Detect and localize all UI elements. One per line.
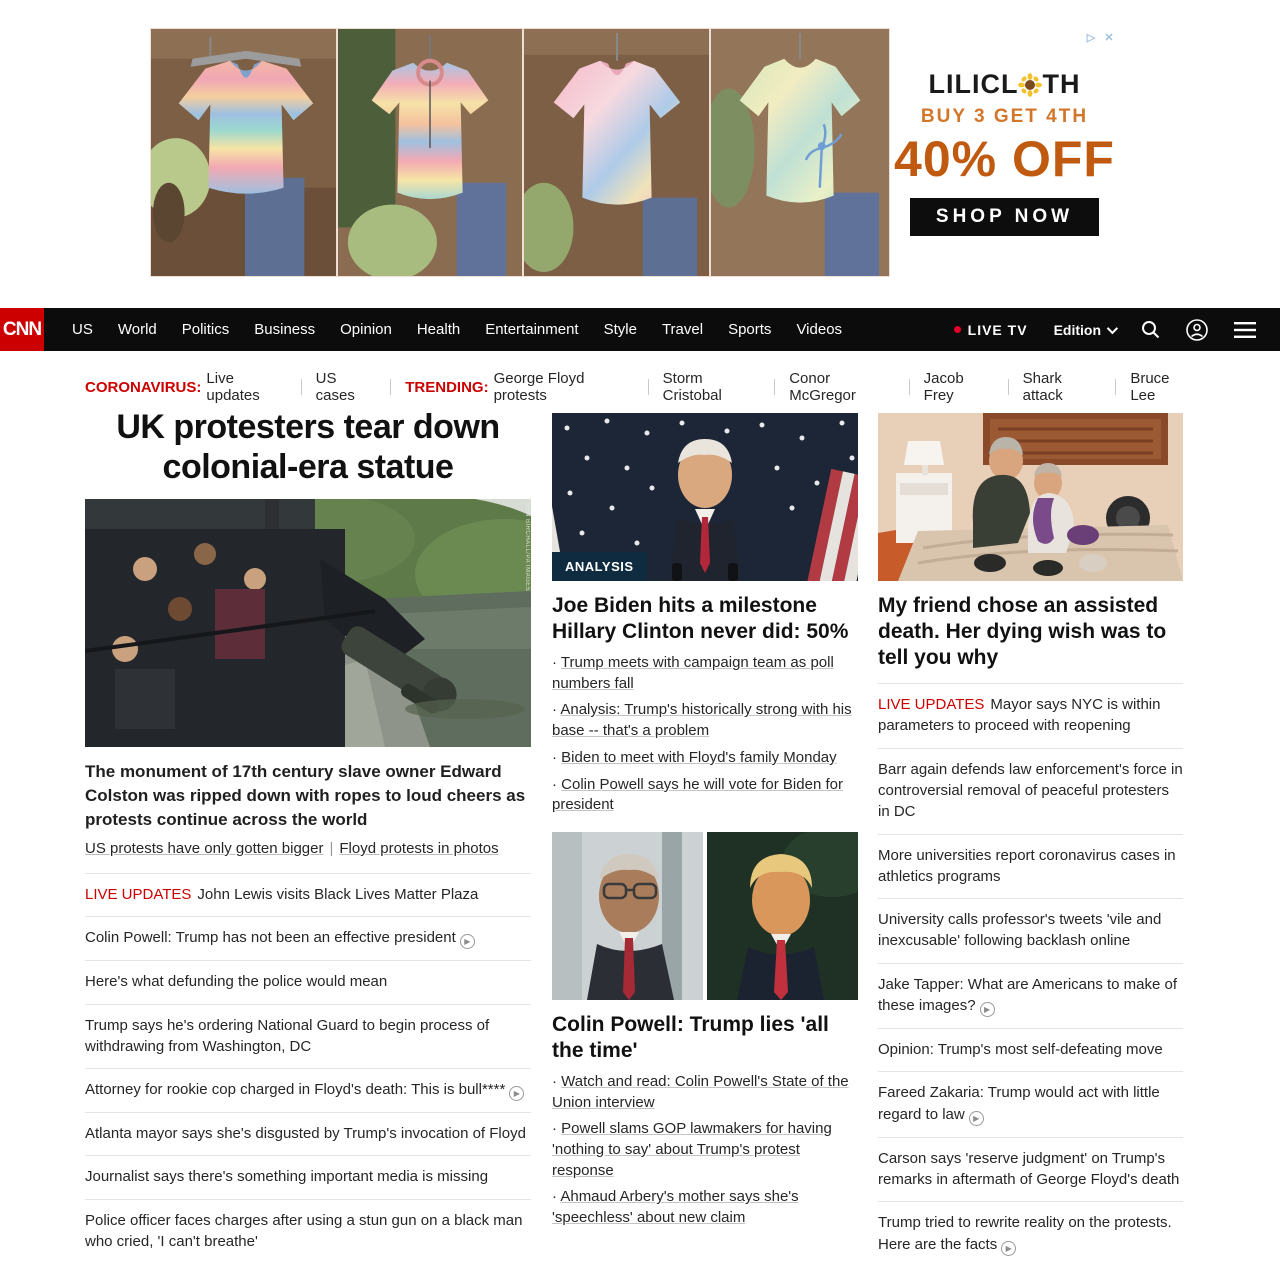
bullet-link[interactable]: · Trump meets with campaign team as poll numbers fall xyxy=(552,653,858,694)
chevron-down-icon xyxy=(1107,322,1118,333)
bullet-link[interactable]: · Powell slams GOP lawmakers for having 'nothing to say' about Trump's protest response xyxy=(552,1119,858,1181)
ticker-trending-0[interactable]: George Floyd protests xyxy=(493,370,585,404)
play-icon: ▶ xyxy=(1001,1241,1016,1256)
list-item[interactable]: Carson says 'reserve judgment' on Trump's remarks in aftermath of George Floyd's death xyxy=(878,1137,1183,1202)
bullet-link[interactable]: · Ahmaud Arbery's mother says she's 'speechless' about new claim xyxy=(552,1187,858,1228)
nav-item-health[interactable]: Health xyxy=(416,321,461,338)
ad-discount: 40% OFF xyxy=(894,131,1115,187)
sunflower-icon xyxy=(1018,73,1042,97)
play-icon: ▶ xyxy=(460,934,475,949)
link-us-protests[interactable]: US protests have only gotten bigger xyxy=(85,839,324,857)
list-item[interactable]: Trump says he's ordering National Guard to begin process of withdrawing from Washington, DC xyxy=(85,1004,531,1069)
ticker-trending-2[interactable]: Conor McGregor xyxy=(789,370,856,404)
edition-dropdown[interactable]: Edition xyxy=(1054,322,1115,338)
ad-photo-shirt-4 xyxy=(710,28,890,277)
ad-text-panel xyxy=(890,28,1119,277)
list-item[interactable]: University calls professor's tweets 'vile and inexcusable' following backlash online xyxy=(878,898,1183,963)
account-icon[interactable] xyxy=(1186,319,1208,341)
biden-image[interactable] xyxy=(552,413,858,581)
list-item-live-updates[interactable]: LIVE UPDATES John Lewis visits Black Lives Matter Plaza xyxy=(85,873,531,916)
ad-brand: LILICL TH xyxy=(928,69,1081,99)
ticker-trending-4[interactable]: Shark attack xyxy=(1022,370,1063,404)
ticker-trending-3[interactable]: Jacob Frey xyxy=(923,370,964,404)
lead-story-list xyxy=(85,873,531,1263)
play-icon: ▶ xyxy=(969,1111,984,1126)
ad-photo-shirt-2 xyxy=(337,28,523,277)
list-item[interactable]: More universities report coronavirus cases in athletics programs xyxy=(878,834,1183,899)
right-story-list xyxy=(878,683,1183,1266)
nav-item-world[interactable]: World xyxy=(117,321,157,338)
list-item[interactable]: Journalist says there's something important media is missing xyxy=(85,1155,531,1198)
image-credit: BEN BIRCHALL/PA IMAGES xyxy=(524,502,530,591)
divider xyxy=(1115,379,1116,395)
ad-photo-shirt-3 xyxy=(523,28,710,277)
biden-headline[interactable]: Joe Biden hits a milestone Hillary Clinton never did: 50% xyxy=(552,594,849,644)
nav-item-sports[interactable]: Sports xyxy=(728,321,772,338)
ticker-trending-5[interactable]: Bruce Lee xyxy=(1130,370,1170,404)
lead-image[interactable] xyxy=(85,499,531,747)
live-tv-button[interactable]: LIVE TV xyxy=(954,322,1028,338)
list-item[interactable]: Opinion: Trump's most self-defeating move xyxy=(878,1028,1183,1071)
lead-headline[interactable]: UK protesters tear down colonial-era statue xyxy=(116,408,500,486)
list-item[interactable]: Fareed Zakaria: Trump would act with little regard to law ▶ xyxy=(878,1071,1183,1136)
live-updates-label: LIVE UPDATES xyxy=(85,885,192,903)
lead-caption[interactable]: The monument of 17th century slave owner Edward Colston was ripped down with ropes to loud cheers as protests continue across the world xyxy=(85,761,526,829)
powell-headline[interactable]: Colin Powell: Trump lies 'all the time' xyxy=(552,1012,829,1062)
nav-item-entertainment[interactable]: Entertainment xyxy=(485,321,579,338)
cnn-logo[interactable]: CNN xyxy=(0,308,44,351)
coronavirus-label: CORONAVIRUS: xyxy=(85,378,202,396)
shop-now-button[interactable]: SHOP NOW xyxy=(910,198,1099,236)
link-floyd-photos[interactable]: Floyd protests in photos xyxy=(339,839,499,857)
powell-bullets xyxy=(552,1072,858,1229)
live-updates-label: LIVE UPDATES xyxy=(878,696,985,714)
analysis-tag: ANALYSIS xyxy=(552,552,647,581)
list-item[interactable]: Jake Tapper: What are Americans to make of these images? ▶ xyxy=(878,963,1183,1028)
powell-trump-image[interactable] xyxy=(552,832,858,1000)
assisted-death-image[interactable] xyxy=(878,413,1184,581)
divider: | xyxy=(329,839,334,857)
search-icon[interactable] xyxy=(1141,320,1160,339)
nav-item-business[interactable]: Business xyxy=(254,321,316,338)
ticker-us-cases[interactable]: US cases xyxy=(315,370,355,404)
hamburger-menu-icon[interactable] xyxy=(1234,322,1256,338)
ad-offer-line: BUY 3 GET 4TH xyxy=(920,106,1089,127)
divider xyxy=(648,379,649,395)
divider xyxy=(301,379,302,395)
nav-item-us[interactable]: US xyxy=(72,321,93,338)
play-icon: ▶ xyxy=(980,1002,995,1017)
biden-bullets xyxy=(552,653,858,816)
ad-banner[interactable] xyxy=(150,28,1119,277)
breaking-ticker xyxy=(85,370,1195,404)
list-item[interactable]: Attorney for rookie cop charged in Floyd's death: This is bull**** ▶ xyxy=(85,1068,531,1112)
ticker-live-updates[interactable]: Live updates xyxy=(206,370,260,404)
list-item[interactable]: Barr again defends law enforcement's force in controversial removal of peaceful protesters in DC xyxy=(878,748,1183,834)
list-item[interactable]: Here's what defunding the police would mean xyxy=(85,960,531,1003)
divider xyxy=(909,379,910,395)
nav-item-opinion[interactable]: Opinion xyxy=(340,321,392,338)
assisted-headline[interactable]: My friend chose an assisted death. Her dying wish was to tell you why xyxy=(878,594,1167,670)
divider xyxy=(1008,379,1009,395)
live-dot-icon xyxy=(954,326,961,333)
list-item[interactable]: Trump tried to rewrite reality on the protests. Here are the facts ▶ xyxy=(878,1201,1183,1266)
lead-sublinks xyxy=(85,840,531,857)
nav-item-style[interactable]: Style xyxy=(603,321,637,338)
bullet-link[interactable]: · Analysis: Trump's historically strong with his base -- that's a problem xyxy=(552,700,858,741)
nav-links xyxy=(72,321,842,338)
list-item-live-updates[interactable]: LIVE UPDATES Mayor says NYC is within parameters to proceed with reopening xyxy=(878,683,1183,748)
list-item[interactable]: Atlanta mayor says she's disgusted by Trump's invocation of Floyd xyxy=(85,1112,531,1155)
bullet-link[interactable]: · Watch and read: Colin Powell's State of the Union interview xyxy=(552,1072,858,1113)
ticker-trending-1[interactable]: Storm Cristobal xyxy=(662,370,722,404)
ad-close-icon[interactable]: ✕ xyxy=(1101,30,1117,46)
list-item[interactable]: Colin Powell: Trump has not been an effective president ▶ xyxy=(85,916,531,960)
ad-photo-shirt-1 xyxy=(150,28,337,277)
list-item[interactable]: Police officer faces charges after using a stun gun on a black man who cried, 'I can't breathe' xyxy=(85,1199,531,1264)
nav-item-videos[interactable]: Videos xyxy=(796,321,843,338)
top-nav xyxy=(0,308,1280,351)
bullet-link[interactable]: · Biden to meet with Floyd's family Monday xyxy=(552,748,858,769)
nav-item-travel[interactable]: Travel xyxy=(661,321,704,338)
trending-label: TRENDING: xyxy=(405,378,489,396)
divider xyxy=(390,379,391,395)
divider xyxy=(774,379,775,395)
nav-item-politics[interactable]: Politics xyxy=(181,321,230,338)
adchoices-icon[interactable]: ▷ xyxy=(1083,30,1099,46)
play-icon: ▶ xyxy=(509,1086,524,1101)
bullet-link[interactable]: · Colin Powell says he will vote for Biden for president xyxy=(552,775,858,816)
